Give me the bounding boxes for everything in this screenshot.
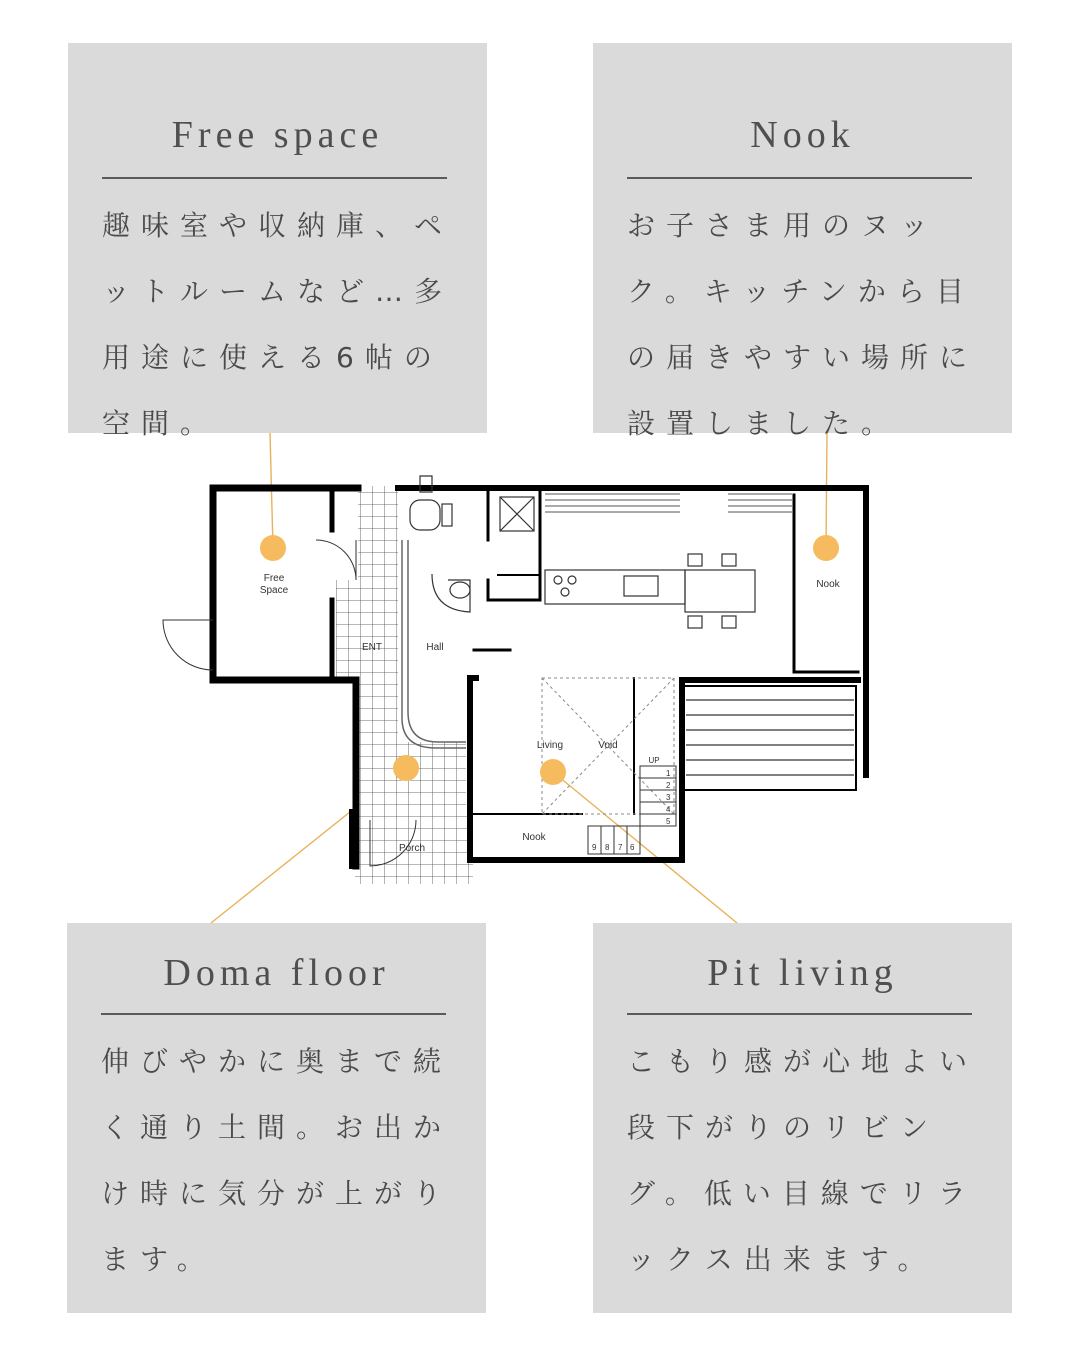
label-living: Living [536, 740, 564, 751]
deck [684, 686, 856, 790]
stair-num-3: 3 [666, 793, 671, 802]
free-space-title: Free space [171, 114, 384, 156]
stair-num-1: 1 [666, 769, 671, 778]
stair-num-2: 2 [666, 781, 671, 790]
marker-doma [393, 755, 419, 781]
marker-pit-living [540, 759, 566, 785]
label-nook-lower: Nook [522, 832, 546, 843]
washbasin-icon [432, 574, 470, 612]
label-void: Void [598, 740, 618, 751]
hall-counter [408, 540, 466, 742]
toilet-icon [410, 476, 452, 530]
label-free-2: Space [259, 585, 289, 596]
stair-num-8: 8 [605, 843, 610, 852]
kitchen-counter [545, 554, 755, 628]
leader-pit-living [553, 772, 737, 923]
marker-nook [813, 535, 839, 561]
marker-free-space [260, 535, 286, 561]
window-slats [545, 494, 792, 512]
nook-description: お子さま用のヌック。キッチンから目の届きやすい場所に設置しました。 [627, 209, 979, 440]
stair-num-4: 4 [666, 805, 671, 814]
doma-floor-description: 伸びやかに奥まで続く通り土間。お出かけ時に気分が上がります。 [101, 1045, 453, 1276]
label-nook-upper: Nook [816, 579, 840, 590]
stair-num-6: 6 [630, 843, 635, 852]
label-free-1: Free [263, 573, 285, 584]
label-hall: Hall [426, 642, 444, 653]
storage-box-icon [500, 497, 534, 531]
free-space-description: 趣味室や収納庫、ペットルームなど…多用途に使える6帖の空間。 [102, 209, 454, 440]
pit-living-description: こもり感が心地よい段下がりのリビング。低い目線でリラックス出来ます。 [627, 1045, 979, 1276]
nook-title: Nook [750, 114, 855, 156]
stair-num-9: 9 [592, 843, 597, 852]
stairs [588, 766, 676, 854]
pit-living-title: Pit living [707, 952, 898, 994]
walls [213, 488, 866, 866]
doma-floor-title: Doma floor [163, 952, 390, 994]
label-up: UP [648, 756, 660, 765]
label-ent: ENT [362, 642, 382, 653]
stair-num-5: 5 [666, 817, 671, 826]
stair-num-7: 7 [618, 843, 623, 852]
label-porch: Porch [398, 843, 426, 854]
